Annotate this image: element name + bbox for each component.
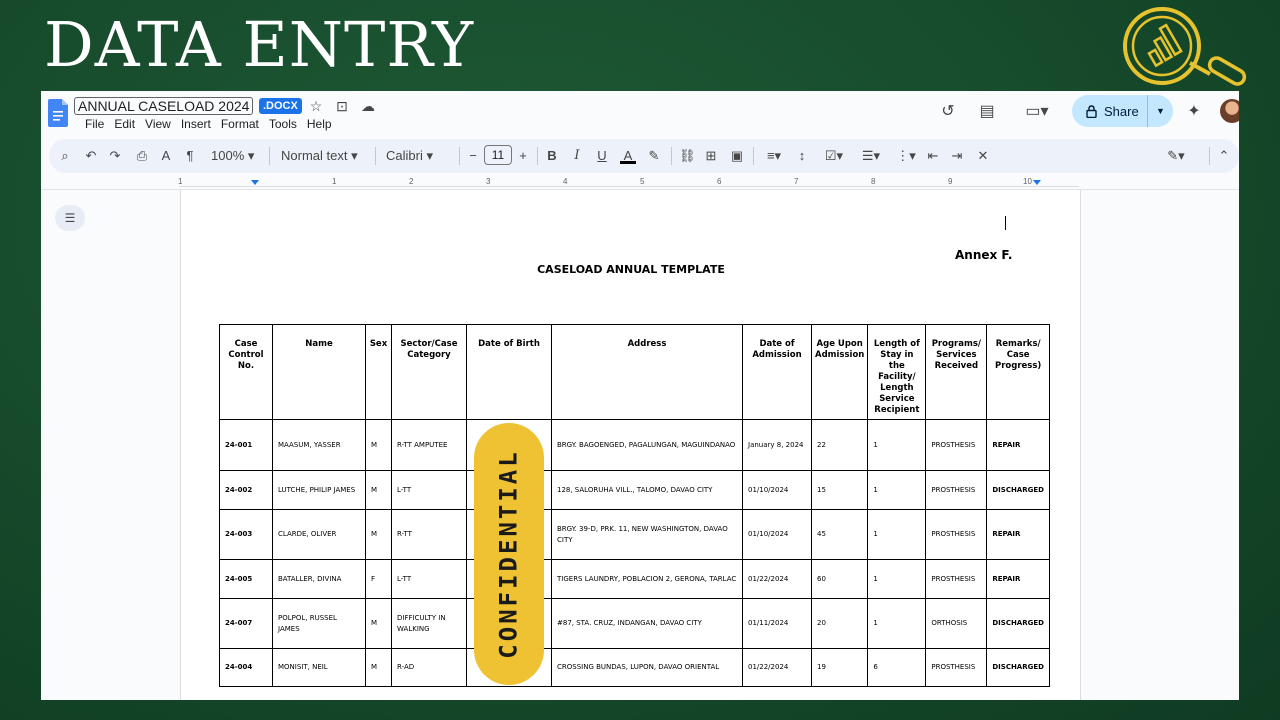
ruler-number: 4	[563, 177, 568, 186]
cell-name[interactable]: BATALLER, DIVINA	[273, 560, 366, 599]
header-age: Age Upon Admission	[812, 325, 868, 420]
cell-case-control[interactable]: 24-003	[220, 510, 273, 560]
redo-icon[interactable]: ↷	[109, 148, 121, 163]
cell-case-control[interactable]: 24-004	[220, 649, 273, 687]
clear-formatting-icon[interactable]: ✕	[977, 148, 989, 163]
cell-sector[interactable]: DIFFICULTY IN WALKING	[392, 599, 467, 649]
version-history-icon[interactable]: ↺	[941, 103, 955, 120]
cell-case-control[interactable]: 24-001	[220, 420, 273, 471]
toolbar-separator	[753, 147, 754, 165]
zoom-value: 100%	[211, 148, 245, 163]
table-row	[220, 471, 1050, 510]
decrease-font-size-icon[interactable]: −	[469, 148, 477, 163]
share-dropdown-icon[interactable]: ▼	[1156, 106, 1165, 116]
cell-remarks[interactable]: DISCHARGED	[987, 471, 1050, 510]
cell-programs[interactable]: PROSTHESIS	[926, 649, 987, 687]
cell-remarks[interactable]: REPAIR	[987, 420, 1050, 471]
insert-image-icon[interactable]: ▣	[730, 148, 744, 163]
cell-length-of-stay[interactable]: 1	[868, 510, 926, 560]
header-date-of-birth: Date of Birth	[467, 325, 552, 420]
cell-address[interactable]: BRGY. 39-D, PRK. 11, NEW WASHINGTON, DAVAO CITY	[552, 510, 743, 560]
cell-sex[interactable]: M	[366, 420, 392, 471]
cell-date-of-admission[interactable]: January 8, 2024	[743, 420, 812, 471]
menu-format[interactable]: Format	[220, 117, 259, 131]
print-icon[interactable]: ⎙	[136, 148, 148, 163]
menu-help[interactable]: Help	[306, 117, 332, 131]
font-select[interactable]: Calibri ▾	[386, 148, 433, 163]
ruler-number: 1	[332, 177, 337, 186]
bold-icon[interactable]: B	[547, 148, 557, 163]
document-page[interactable]	[180, 190, 1081, 700]
cell-name[interactable]: MONISIT, NEIL	[273, 649, 366, 687]
increase-font-size-icon[interactable]: +	[519, 148, 527, 163]
cell-sex[interactable]: M	[366, 649, 392, 687]
cell-programs[interactable]: PROSTHESIS	[926, 420, 987, 471]
ruler-number: 2	[409, 177, 414, 186]
slide-title: DATA ENTRY	[44, 8, 475, 81]
cell-address[interactable]: 128, SALORUHA VILL., TALOMO, DAVAO CITY	[552, 471, 743, 510]
collapse-menus-icon[interactable]: ⌃	[1218, 148, 1230, 163]
toolbar-separator	[459, 147, 460, 165]
header-sex: Sex	[366, 325, 392, 420]
cell-programs[interactable]: PROSTHESIS	[926, 560, 987, 599]
cell-remarks[interactable]: REPAIR	[987, 510, 1050, 560]
cell-remarks[interactable]: DISCHARGED	[987, 599, 1050, 649]
cell-age[interactable]: 22	[812, 420, 868, 471]
menu-file[interactable]: File	[85, 117, 105, 131]
confidential-stamp	[474, 423, 544, 685]
move-folder-icon[interactable]: ⊡	[336, 98, 348, 114]
cell-age[interactable]: 19	[812, 649, 868, 687]
table-row	[220, 649, 1050, 687]
table-row	[220, 599, 1050, 649]
cell-length-of-stay[interactable]: 1	[868, 420, 926, 471]
toolbar-separator	[1209, 147, 1210, 165]
cell-length-of-stay[interactable]: 1	[868, 471, 926, 510]
ruler-number: 5	[640, 177, 645, 186]
ruler-number: 3	[486, 177, 491, 186]
menu-bar	[80, 117, 337, 131]
ruler-number: 6	[717, 177, 722, 186]
lock-icon	[1086, 105, 1097, 118]
cell-sector[interactable]: R-TT	[392, 510, 467, 560]
highlight-color-icon[interactable]: ✎	[648, 148, 660, 163]
font-value: Calibri	[386, 148, 423, 163]
ruler-number: 9	[948, 177, 953, 186]
formatting-toolbar	[49, 139, 1239, 173]
cell-name[interactable]: LUTCHE, PHILIP JAMES	[273, 471, 366, 510]
cell-sector[interactable]: R-TT AMPUTEE	[392, 420, 467, 471]
cell-length-of-stay[interactable]: 1	[868, 560, 926, 599]
document-title-input[interactable]: ANNUAL CASELOAD 2024	[74, 97, 253, 115]
table-row	[220, 510, 1050, 560]
toolbar-separator	[537, 147, 538, 165]
cell-programs[interactable]: PROSTHESIS	[926, 471, 987, 510]
ruler-number: 7	[794, 177, 799, 186]
menu-tools[interactable]: Tools	[268, 117, 297, 131]
cell-address[interactable]: CROSSING BUNDAS, LUPON, DAVAO ORIENTAL	[552, 649, 743, 687]
italic-icon[interactable]: I	[574, 148, 580, 163]
comments-icon[interactable]: ▤	[979, 103, 995, 120]
cell-date-of-admission[interactable]: 01/22/2024	[743, 560, 812, 599]
cell-length-of-stay[interactable]: 1	[868, 599, 926, 649]
ruler-number: 10	[1023, 177, 1032, 186]
paragraph-style-value: Normal text	[281, 148, 348, 163]
spellcheck-icon[interactable]: A	[161, 148, 171, 163]
header-length-of-stay: Length of Stay in the Facility/ Length Service Recipient	[868, 325, 926, 420]
analytics-magnifier-logo	[1118, 6, 1252, 90]
docs-title-bar	[41, 91, 1239, 137]
gemini-icon[interactable]: ✦	[1187, 103, 1201, 120]
cell-date-of-admission[interactable]: 01/22/2024	[743, 649, 812, 687]
cell-address[interactable]: TIGERS LAUNDRY, POBLACION 2, GERONA, TARLAC	[552, 560, 743, 599]
header-name: Name	[273, 325, 366, 420]
cell-sector[interactable]: L-TT	[392, 471, 467, 510]
file-format-badge: .DOCX	[259, 98, 302, 114]
toolbar-separator	[269, 147, 270, 165]
cell-date-of-admission[interactable]: 01/11/2024	[743, 599, 812, 649]
zoom-select[interactable]: 100% ▾	[211, 148, 255, 163]
cell-sex[interactable]: M	[366, 510, 392, 560]
header-date-of-admission: Date of Admission	[743, 325, 812, 420]
cell-age[interactable]: 45	[812, 510, 868, 560]
cell-case-control[interactable]: 24-002	[220, 471, 273, 510]
cell-age[interactable]: 20	[812, 599, 868, 649]
cell-name[interactable]: MAASUM, YASSER	[273, 420, 366, 471]
avatar[interactable]	[1220, 99, 1239, 123]
cell-length-of-stay[interactable]: 6	[868, 649, 926, 687]
editing-mode-icon[interactable]: ✎▾	[1167, 148, 1185, 163]
paint-format-icon[interactable]: ¶	[186, 148, 194, 163]
annex-label: Annex F.	[955, 248, 1013, 262]
ruler-number: 1	[178, 177, 183, 186]
cell-date-of-admission[interactable]: 01/10/2024	[743, 510, 812, 560]
cell-case-control[interactable]: 24-005	[220, 560, 273, 599]
insert-link-icon[interactable]: ⛓	[679, 148, 696, 163]
cell-name[interactable]: POLPOL, RUSSEL JAMES	[273, 599, 366, 649]
star-icon[interactable]: ☆	[309, 98, 323, 114]
header-case-control: Case Control No.	[220, 325, 273, 420]
ruler-number: 8	[871, 177, 876, 186]
cell-sector[interactable]: L-TT	[392, 560, 467, 599]
cloud-status-icon[interactable]: ☁	[361, 98, 375, 114]
cell-sector[interactable]: R-AD	[392, 649, 467, 687]
numbered-list-icon[interactable]: ⋮▾	[896, 148, 916, 163]
undo-icon[interactable]: ↶	[85, 148, 97, 163]
header-programs: Programs/ Services Received	[926, 325, 987, 420]
paragraph-style-select[interactable]: Normal text ▾	[281, 148, 358, 163]
decrease-indent-icon[interactable]: ⇤	[927, 148, 939, 163]
toolbar-separator	[671, 147, 672, 165]
cell-remarks[interactable]: REPAIR	[987, 560, 1050, 599]
caseload-table[interactable]	[219, 324, 1050, 687]
left-indent-marker[interactable]	[251, 180, 259, 185]
share-main	[1072, 95, 1148, 127]
table-row	[220, 560, 1050, 599]
docs-logo-icon[interactable]	[48, 99, 68, 127]
header-address: Address	[552, 325, 743, 420]
text-color-icon[interactable]: A	[620, 147, 636, 164]
add-comment-icon[interactable]: ⊞	[705, 148, 717, 163]
increase-indent-icon[interactable]: ⇥	[951, 148, 963, 163]
cell-address[interactable]: BRGY. BAGOENGED, PAGALUNGAN, MAGUINDANAO	[552, 420, 743, 471]
cell-age[interactable]: 60	[812, 560, 868, 599]
menu-insert[interactable]: Insert	[180, 117, 211, 131]
cell-address[interactable]: #87, STA. CRUZ, INDANGAN, DAVAO CITY	[552, 599, 743, 649]
share-button[interactable]	[1072, 95, 1173, 127]
cell-case-control[interactable]: 24-007	[220, 599, 273, 649]
ruler-baseline	[179, 186, 1079, 187]
google-docs-window	[41, 91, 1239, 700]
cell-sex[interactable]: M	[366, 599, 392, 649]
search-menus-icon[interactable]: ⌕	[61, 148, 69, 163]
menu-edit[interactable]: Edit	[114, 117, 136, 131]
cell-remarks[interactable]: DISCHARGED	[987, 649, 1050, 687]
line-spacing-icon[interactable]: ↕	[798, 148, 806, 163]
table-row	[220, 420, 1050, 471]
cell-sex[interactable]: F	[366, 560, 392, 599]
meet-call-icon[interactable]: ▭▾	[1025, 103, 1049, 120]
right-indent-marker[interactable]	[1033, 180, 1041, 185]
underline-icon[interactable]: U	[597, 148, 607, 163]
cell-name[interactable]: CLARDE, OLIVER	[273, 510, 366, 560]
text-cursor	[1005, 216, 1006, 230]
header-sector: Sector/Case Category	[392, 325, 467, 420]
document-outline-button[interactable]: ☰	[55, 205, 85, 231]
menu-view[interactable]: View	[145, 117, 171, 131]
cell-sex[interactable]: M	[366, 471, 392, 510]
bulleted-list-icon[interactable]: ☰▾	[861, 148, 881, 163]
align-icon[interactable]: ≡▾	[766, 148, 782, 163]
cell-age[interactable]: 15	[812, 471, 868, 510]
checklist-icon[interactable]: ☑▾	[824, 148, 844, 163]
header-remarks: Remarks/ Case Progress)	[987, 325, 1050, 420]
cell-programs[interactable]: ORTHOSIS	[926, 599, 987, 649]
font-size-input[interactable]: 11	[484, 145, 512, 165]
confidential-stamp-text: CONFIDENTIAL	[495, 449, 524, 659]
toolbar-separator	[375, 147, 376, 165]
table-header-row	[220, 325, 1050, 420]
cell-programs[interactable]: PROSTHESIS	[926, 510, 987, 560]
cell-date-of-admission[interactable]: 01/10/2024	[743, 471, 812, 510]
document-heading: CASELOAD ANNUAL TEMPLATE	[537, 263, 725, 276]
share-label: Share	[1104, 103, 1139, 119]
